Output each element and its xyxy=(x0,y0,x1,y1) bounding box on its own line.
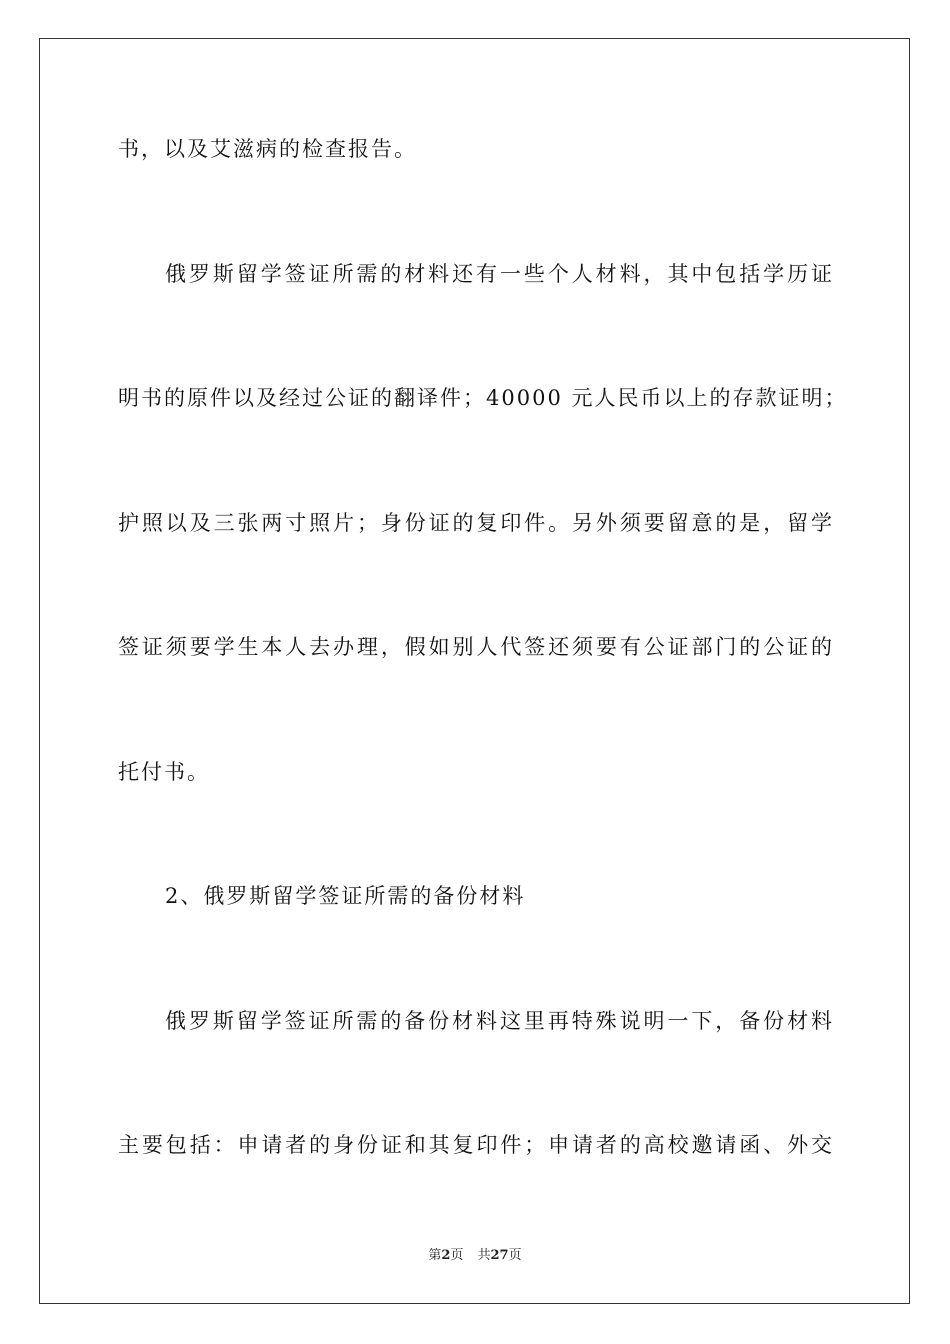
footer-page-suffix: 页 xyxy=(450,1248,464,1263)
text-line-1: 书，以及艾滋病的检查报告。 xyxy=(118,137,417,161)
text-line-5: 签证须要学生本人去办理，假如别人代签还须要有公证部门的公证的 xyxy=(118,635,834,659)
text-line-2: 俄罗斯留学签证所需的材料还有一些个人材料，其中包括学历证 xyxy=(165,262,834,286)
footer-total-suffix: 页 xyxy=(508,1248,522,1263)
footer-page-number: 2 xyxy=(441,1248,451,1263)
text-line-3: 明书的原件以及经过公证的翻译件；40000 元人民币以上的存款证明； xyxy=(118,386,848,410)
section-heading: 2、俄罗斯留学签证所需的备份材料 xyxy=(165,884,526,908)
footer-total-pages: 27 xyxy=(490,1248,509,1263)
text-line-6: 托付书。 xyxy=(118,760,210,784)
text-line-9: 主要包括：申请者的身份证和其复印件；申请者的高校邀请函、外交 xyxy=(118,1133,834,1157)
page-footer xyxy=(0,1247,950,1265)
page-frame xyxy=(39,38,910,1304)
footer-page-prefix: 第 xyxy=(428,1248,442,1263)
text-line-8: 俄罗斯留学签证所需的备份材料这里再特殊说明一下，备份材料 xyxy=(165,1009,834,1033)
text-line-4: 护照以及三张两寸照片；身份证的复印件。另外须要留意的是，留学 xyxy=(118,511,834,535)
footer-total-prefix: 共 xyxy=(477,1248,491,1263)
